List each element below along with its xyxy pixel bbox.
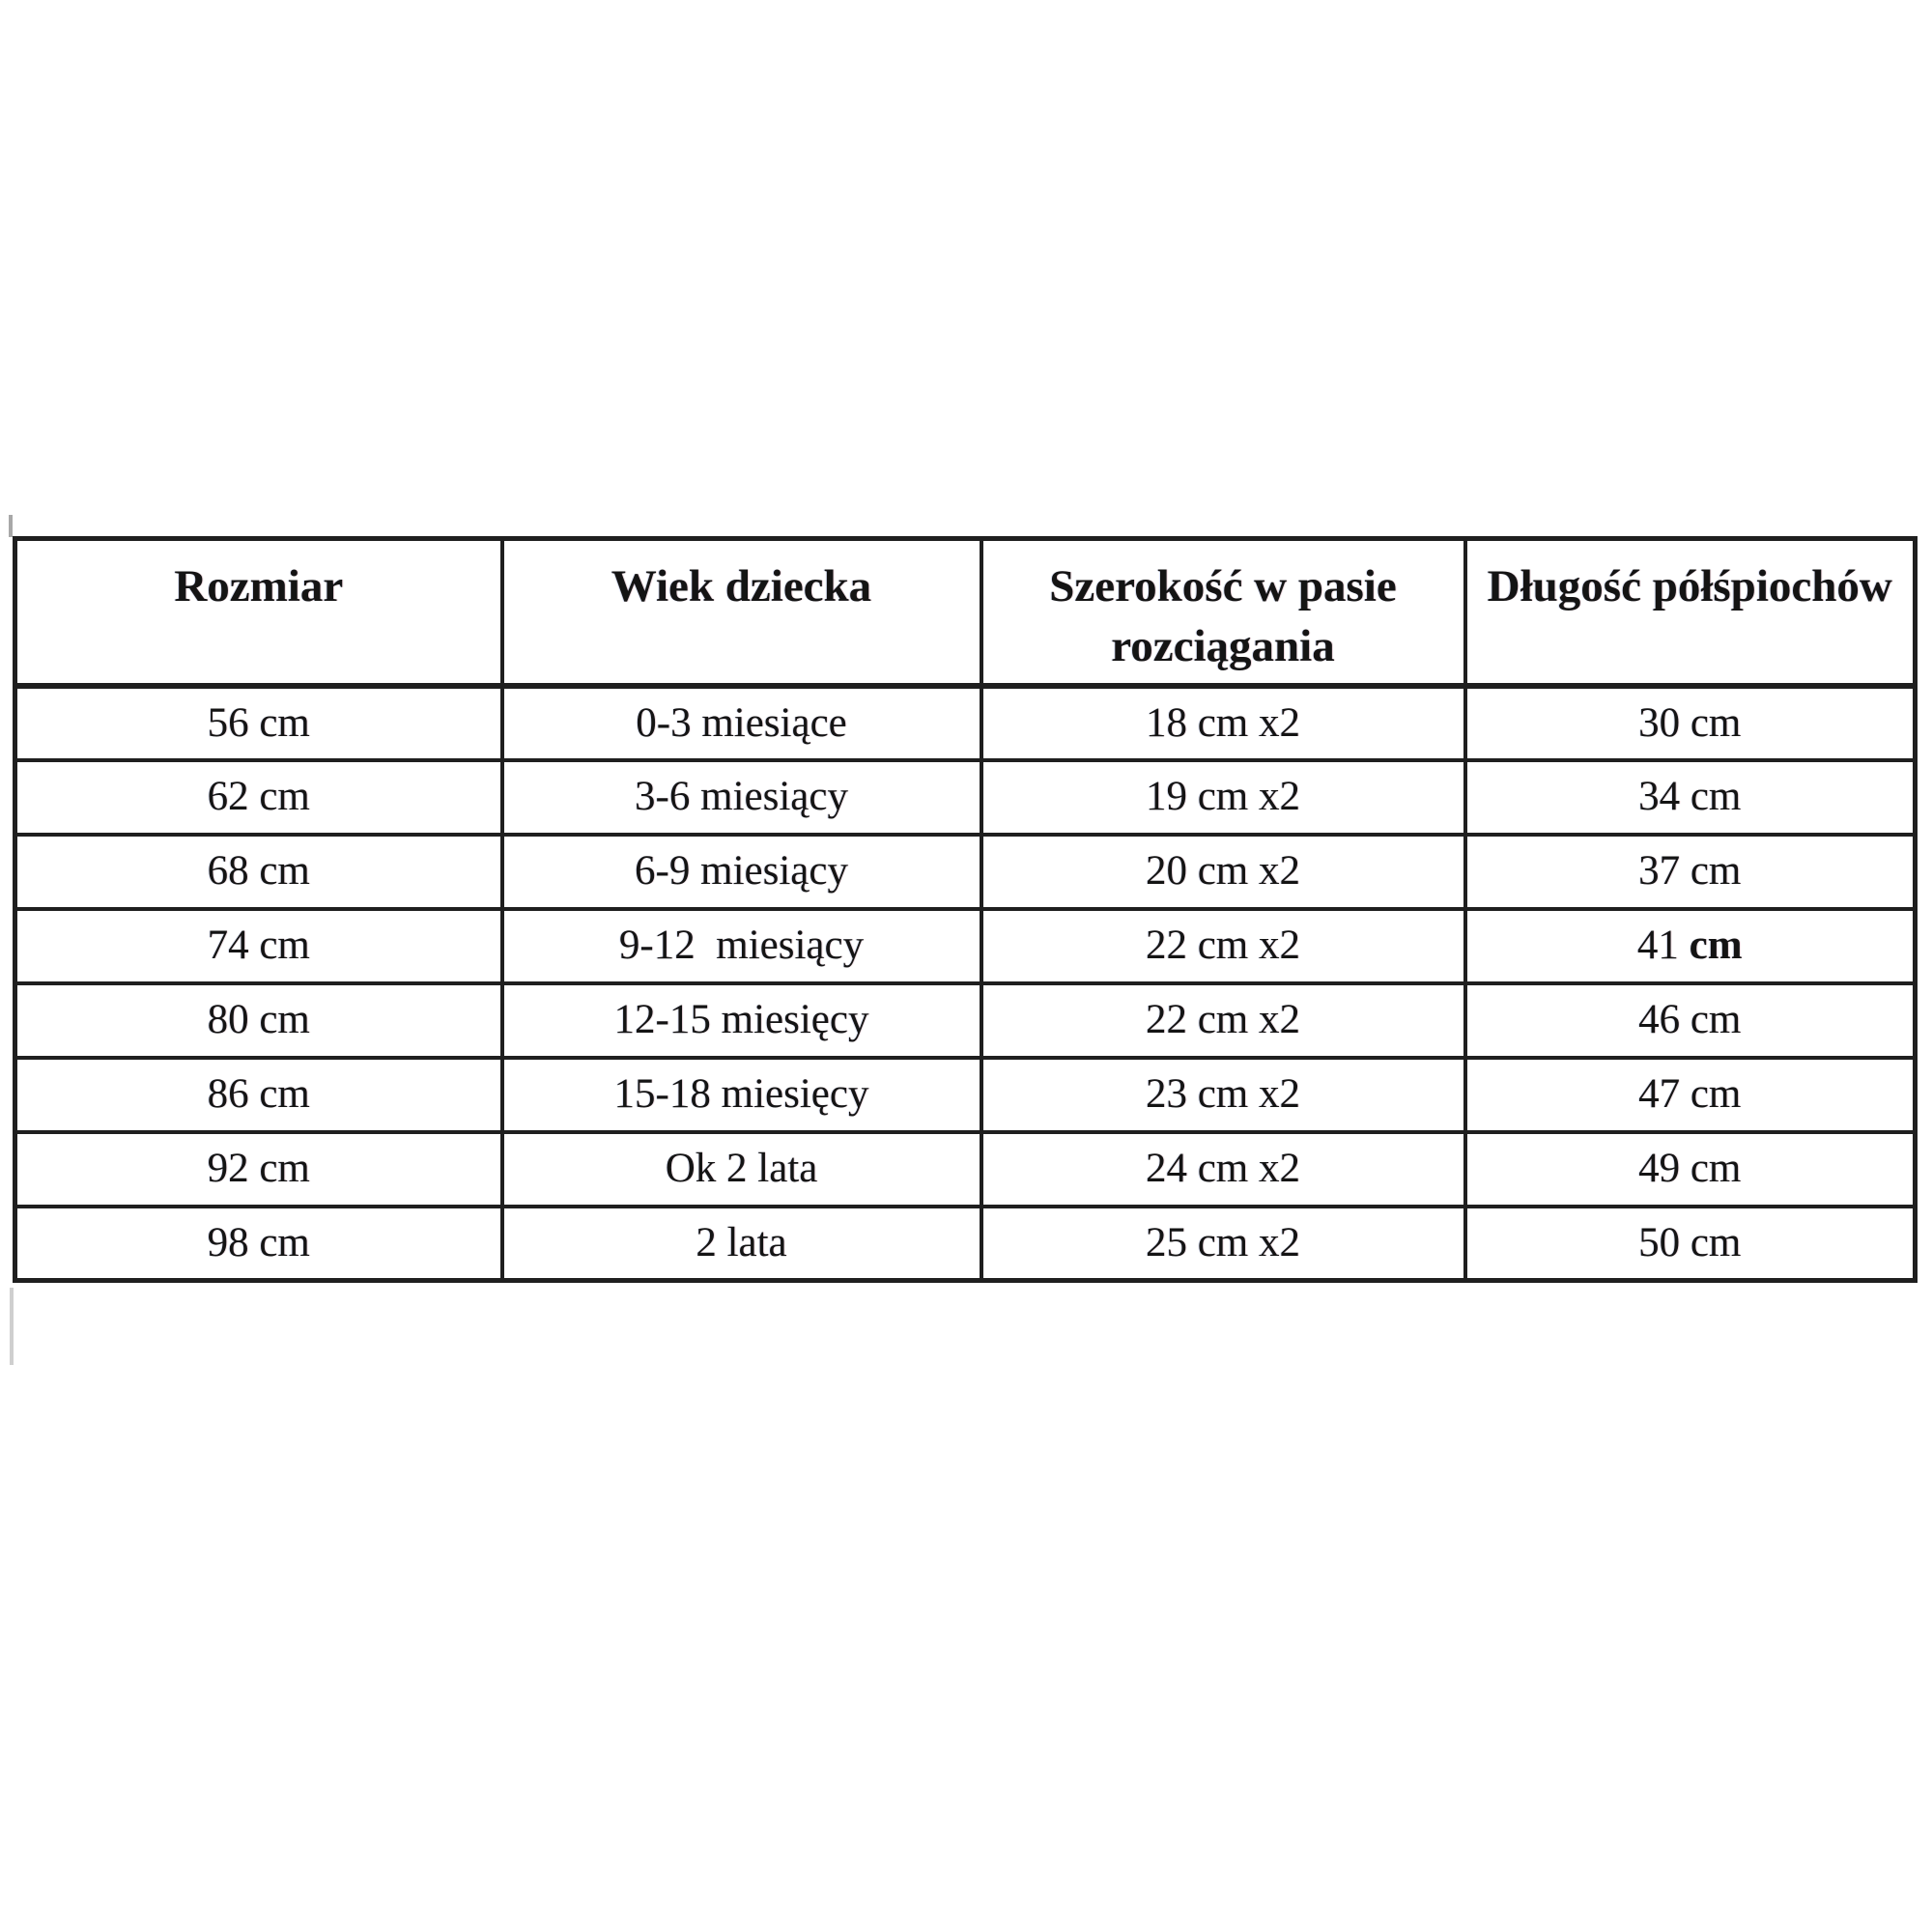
table-cell: 12-15 miesięcy <box>502 983 981 1058</box>
size-chart-table <box>13 536 1918 1283</box>
scan-artifact-line <box>9 515 13 537</box>
table-cell: 30 cm <box>1465 686 1916 760</box>
table-cell: 22 cm x2 <box>981 909 1465 983</box>
table-cell: Ok 2 lata <box>502 1132 981 1207</box>
table-cell: 23 cm x2 <box>981 1058 1465 1132</box>
table-cell: 20 cm x2 <box>981 835 1465 909</box>
table-row <box>15 1132 1916 1207</box>
table-cell: 50 cm <box>1465 1207 1916 1281</box>
table-cell: 6-9 miesiący <box>502 835 981 909</box>
table-cell: 92 cm <box>15 1132 502 1207</box>
table-cell: 24 cm x2 <box>981 1132 1465 1207</box>
table-cell: 47 cm <box>1465 1058 1916 1132</box>
scan-artifact-line <box>10 1288 14 1365</box>
table-cell: 86 cm <box>15 1058 502 1132</box>
table-row <box>15 983 1916 1058</box>
table-cell: 68 cm <box>15 835 502 909</box>
table-cell: 46 cm <box>1465 983 1916 1058</box>
cell-value-number: 41 <box>1636 923 1690 968</box>
table-cell: 2 lata <box>502 1207 981 1281</box>
table-cell-bold-unit <box>1465 909 1916 983</box>
table-row <box>15 1207 1916 1281</box>
column-header-wiek-dziecka: Wiek dziecka <box>502 539 981 686</box>
table-cell: 19 cm x2 <box>981 760 1465 835</box>
table-cell: 9-12 miesiący <box>502 909 981 983</box>
table-cell: 98 cm <box>15 1207 502 1281</box>
column-header-szerokosc: Szerokość w pasie rozciągania <box>981 539 1465 686</box>
table-row <box>15 835 1916 909</box>
table-cell: 80 cm <box>15 983 502 1058</box>
table-cell: 62 cm <box>15 760 502 835</box>
table-cell: 37 cm <box>1465 835 1916 909</box>
table-cell: 3-6 miesiący <box>502 760 981 835</box>
table-cell: 0-3 miesiące <box>502 686 981 760</box>
cell-value-unit-bold: cm <box>1689 923 1743 968</box>
table-row <box>15 686 1916 760</box>
table-row <box>15 1058 1916 1132</box>
table-row <box>15 909 1916 983</box>
table-cell: 34 cm <box>1465 760 1916 835</box>
column-header-dlugosc: Długość półśpiochów <box>1465 539 1916 686</box>
table-cell: 15-18 miesięcy <box>502 1058 981 1132</box>
table-cell: 56 cm <box>15 686 502 760</box>
table-cell: 25 cm x2 <box>981 1207 1465 1281</box>
table-header-row <box>15 539 1916 686</box>
table-cell: 49 cm <box>1465 1132 1916 1207</box>
column-header-rozmiar: Rozmiar <box>15 539 502 686</box>
table-cell: 74 cm <box>15 909 502 983</box>
table-row <box>15 760 1916 835</box>
table-cell: 22 cm x2 <box>981 983 1465 1058</box>
table-cell: 18 cm x2 <box>981 686 1465 760</box>
